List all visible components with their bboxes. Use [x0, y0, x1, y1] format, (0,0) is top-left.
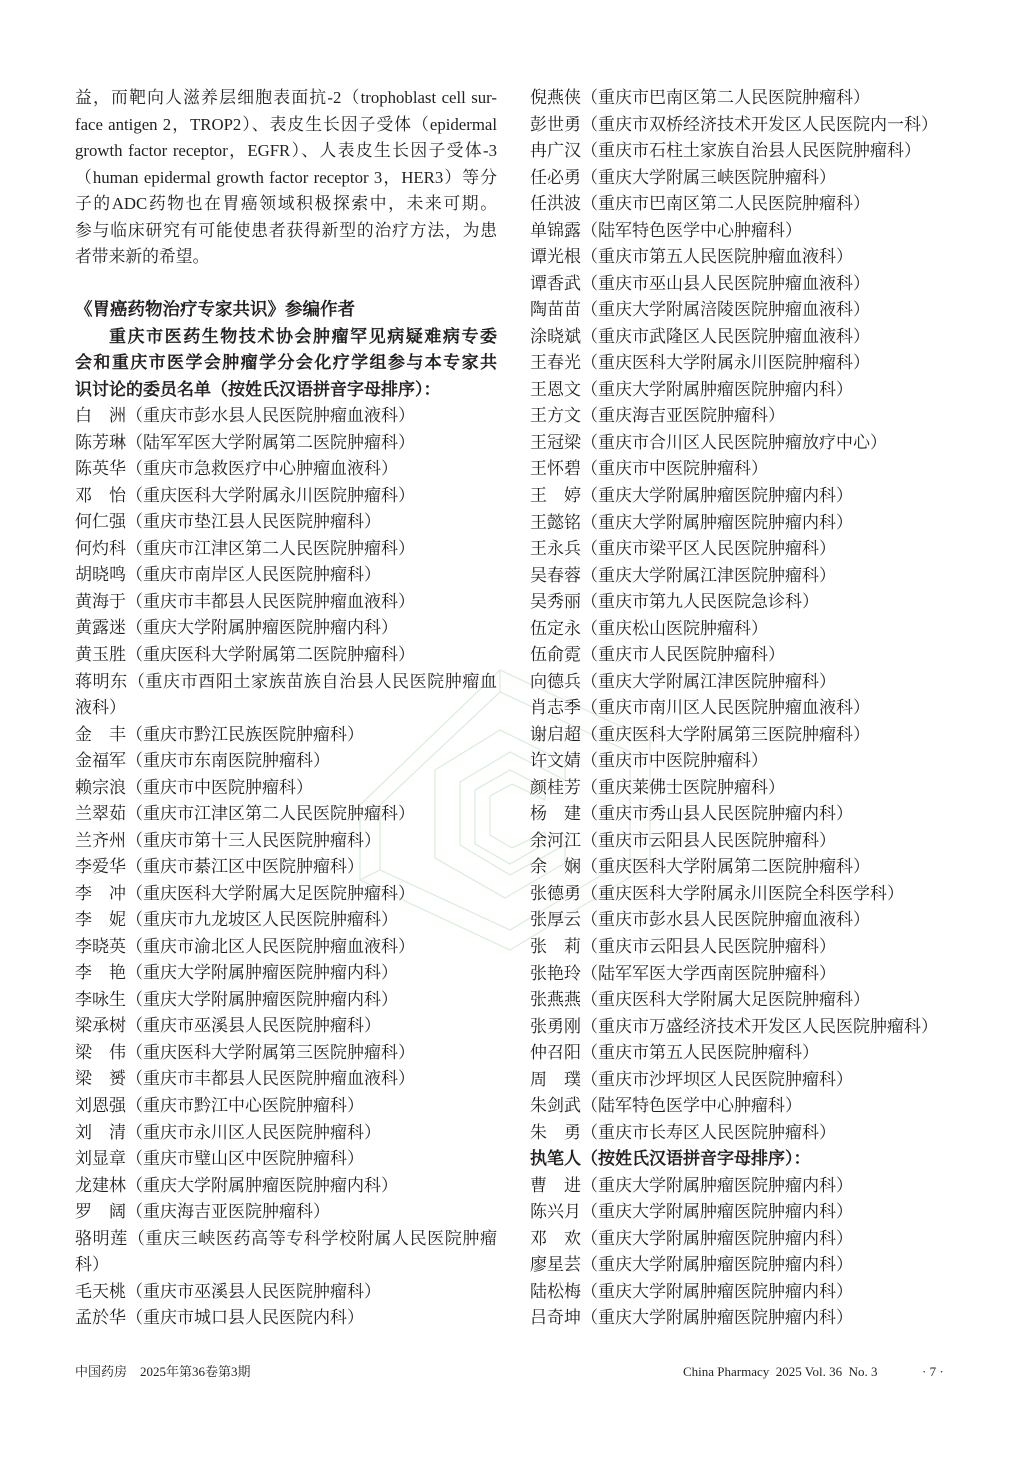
- person-name: 何灼科: [75, 538, 126, 558]
- intro-paragraph: [75, 85, 497, 271]
- person-affiliation: （重庆市急救医疗中心肿瘤血液科）: [126, 459, 398, 479]
- committee-member: [75, 801, 497, 828]
- person-affiliation: （重庆医科大学附属第二医院肿瘤科）: [126, 644, 415, 664]
- person-name: 陶苗苗: [530, 300, 581, 320]
- person-name: 朱剑武: [530, 1096, 581, 1116]
- person-affiliation: （重庆市黔江中心医院肿瘤科）: [126, 1096, 364, 1115]
- committee-member: [75, 483, 497, 510]
- person-affiliation: （重庆市彭水县人民医院肿瘤血液科）: [581, 910, 870, 930]
- person-affiliation: （重庆大学附属江津医院肿瘤科）: [581, 565, 836, 585]
- person-name: 张燕燕: [530, 990, 581, 1010]
- person-affiliation: （重庆大学附属三峡医院肿瘤科）: [581, 167, 836, 187]
- person-affiliation: （重庆市黔江民族医院肿瘤科）: [126, 724, 364, 744]
- paragraph-line: face antigen 2，TROP2）、表皮生长因子受体（epidermal: [75, 114, 497, 134]
- person-name: 朱 勇: [530, 1122, 581, 1142]
- person-name: 王怀碧: [530, 459, 581, 479]
- paragraph-line: 益，而靶向人滋养层细胞表面抗-2（trophoblast cell sur-: [75, 88, 497, 107]
- committee-member: [530, 1093, 952, 1120]
- committee-member: [75, 1305, 497, 1332]
- person-affiliation: （重庆市云阳县人民医院肿瘤科）: [581, 937, 836, 956]
- paragraph-line: growth factor receptor，EGFR）、人表皮生长因子受体-3: [75, 141, 497, 161]
- committee-intro-line: 重庆市医药生物技术协会肿瘤罕见病疑难病专委: [109, 326, 497, 347]
- person-affiliation: （重庆医科大学附属第三医院肿瘤科）: [126, 1042, 415, 1062]
- person-name: 龙建林: [75, 1175, 126, 1195]
- person-name: 王恩文: [530, 379, 581, 399]
- paragraph-spacer: [75, 271, 497, 298]
- person-affiliation: （陆军特色医学中心肿瘤科）: [581, 1096, 802, 1116]
- person-affiliation: （重庆市渝北区人民医院肿瘤血液科）: [126, 936, 415, 956]
- person-name: 余 娴: [530, 857, 581, 877]
- person-affiliation: （重庆市中医院肿瘤科）: [581, 459, 768, 479]
- committee-member: [75, 1040, 497, 1067]
- committee-member: [75, 722, 497, 749]
- committee-member: [75, 828, 497, 855]
- committee-member: [530, 722, 952, 749]
- committee-member: [75, 456, 497, 483]
- person-affiliation: （重庆市丰都县人民医院肿瘤血液科）: [126, 591, 415, 611]
- person-affiliation: （重庆市武隆区人民医院肿瘤血液科）: [581, 326, 870, 346]
- committee-member-list-right: [530, 85, 952, 1146]
- person-affiliation: （重庆市南岸区人民医院肿瘤科）: [126, 565, 381, 585]
- committee-member: [530, 934, 952, 961]
- person-name: 黄露迷: [75, 618, 126, 638]
- person-name: 刘显章: [75, 1149, 126, 1169]
- person-name: 倪燕侠: [530, 88, 581, 107]
- person-affiliation: （重庆大学附属肿瘤医院肿瘤内科）: [581, 1281, 853, 1301]
- person-name: 李晓英: [75, 936, 126, 956]
- committee-member: [530, 403, 952, 430]
- committee-member: [530, 271, 952, 298]
- committee-member: [530, 138, 952, 165]
- committee-member: [530, 350, 952, 377]
- person-name: 罗 阔: [75, 1202, 126, 1222]
- committee-member: [75, 1226, 497, 1279]
- committee-intro-line: 会和重庆市医学会肿瘤学分会化疗学组参与本专家共: [75, 353, 497, 374]
- writer-entry: [530, 1199, 952, 1226]
- person-name: 何仁强: [75, 512, 126, 532]
- person-name: 李 艳: [75, 963, 126, 983]
- person-affiliation: （重庆市梁平区人民医院肿瘤科）: [581, 539, 836, 559]
- person-affiliation: （重庆市石柱土家族自治县人民医院肿瘤科）: [581, 141, 921, 161]
- person-name: 王懿铭: [530, 512, 581, 532]
- committee-member: [530, 987, 952, 1014]
- paragraph-line: 子的ADC药物也在胃癌领域积极探索中，未来可期。: [75, 194, 497, 214]
- person-affiliation: （重庆市丰都县人民医院肿瘤血液科）: [126, 1069, 415, 1089]
- person-affiliation: （重庆市巫溪县人民医院肿瘤科）: [126, 1281, 381, 1301]
- person-name: 王永兵: [530, 539, 581, 559]
- person-name: 肖志季: [530, 698, 581, 718]
- person-name: 曹 进: [530, 1175, 581, 1195]
- person-affiliation: （重庆医科大学附属大足医院肿瘤科）: [126, 883, 415, 903]
- committee-member: [530, 961, 952, 988]
- person-name: 邓 怡: [75, 485, 126, 505]
- writers-heading: 执笔人（按姓氏汉语拼音字母排序）：: [530, 1149, 811, 1170]
- person-name: 单锦露: [530, 220, 581, 240]
- person-name: 杨 建: [530, 804, 581, 824]
- person-name: 陈英华: [75, 459, 126, 479]
- person-name: 白 洲: [75, 406, 126, 426]
- committee-member: [75, 1199, 497, 1226]
- committee-member: [530, 112, 952, 139]
- footer-journal-en: China Pharmacy 2025 Vol. 36 No. 3: [683, 1364, 878, 1379]
- committee-member: [530, 775, 952, 802]
- committee-member: [75, 775, 497, 802]
- committee-member: [530, 510, 952, 537]
- person-name: 李爱华: [75, 857, 126, 877]
- person-affiliation: （重庆市沙坪坝区人民医院肿瘤科）: [581, 1069, 853, 1089]
- person-name: 梁承树: [75, 1016, 126, 1036]
- person-affiliation: （重庆市双桥经济技术开发区人民医院内一科）: [581, 114, 938, 134]
- person-name: 金 丰: [75, 724, 126, 744]
- person-affiliation: （重庆市长寿区人民医院肿瘤科）: [581, 1122, 836, 1142]
- person-affiliation: （重庆市綦江区中医院肿瘤科）: [126, 857, 364, 877]
- person-affiliation: （重庆市垫江县人民医院肿瘤科）: [126, 512, 381, 532]
- person-name: 李 妮: [75, 910, 126, 930]
- person-name: 李 冲: [75, 883, 126, 903]
- person-name: 李咏生: [75, 989, 126, 1009]
- person-affiliation: （重庆大学附属肿瘤医院肿瘤内科）: [581, 1308, 853, 1328]
- committee-member: [530, 854, 952, 881]
- person-affiliation: （重庆大学附属肿瘤医院肿瘤内科）: [581, 379, 853, 399]
- person-affiliation: （陆军军医大学附属第二医院肿瘤科）: [126, 432, 415, 452]
- committee-member-list-left: [75, 403, 497, 1332]
- left-column: [75, 85, 497, 1332]
- person-name: 黄海于: [75, 591, 126, 611]
- person-affiliation: （重庆市巴南区第二人民医院肿瘤科）: [581, 194, 870, 214]
- person-affiliation: （重庆市江津区第二人民医院肿瘤科）: [126, 804, 415, 824]
- person-affiliation: （重庆大学附属肿瘤医院肿瘤内科）: [581, 485, 853, 505]
- person-name: 余河江: [530, 830, 581, 850]
- person-name: 张厚云: [530, 910, 581, 930]
- committee-member: [75, 934, 497, 961]
- person-affiliation: （重庆市酉阳土家族苗族自治县人民医院肿瘤血液科）: [75, 671, 498, 718]
- person-name: 金福军: [75, 751, 126, 771]
- person-affiliation: （重庆大学附属肿瘤医院肿瘤内科）: [126, 989, 398, 1009]
- committee-member: [530, 828, 952, 855]
- committee-member: [530, 1014, 952, 1041]
- person-affiliation: （重庆大学附属肿瘤医院肿瘤内科）: [581, 1255, 853, 1275]
- committee-member: [75, 1173, 497, 1200]
- committee-member: [530, 748, 952, 775]
- committee-member: [530, 324, 952, 351]
- writer-entry: [530, 1279, 952, 1306]
- person-affiliation: （重庆市第五人民医院肿瘤科）: [581, 1043, 819, 1063]
- person-affiliation: （重庆市巫溪县人民医院肿瘤科）: [126, 1016, 381, 1036]
- person-affiliation: （重庆市第五人民医院肿瘤血液科）: [581, 247, 853, 267]
- person-affiliation: （重庆大学附属肿瘤医院肿瘤内科）: [581, 1228, 853, 1248]
- committee-member: [530, 881, 952, 908]
- committee-member: [75, 562, 497, 589]
- person-affiliation: （重庆医科大学附属永川医院全科医学科）: [581, 883, 904, 903]
- person-name: 张艳玲: [530, 963, 581, 983]
- committee-member: [530, 165, 952, 192]
- paragraph-line: 者带来新的希望。: [75, 247, 210, 267]
- person-name: 吕奇坤: [530, 1308, 581, 1328]
- committee-member: [530, 563, 952, 590]
- committee-member: [75, 881, 497, 908]
- person-name: 王春光: [530, 353, 581, 373]
- person-name: 许文婧: [530, 751, 581, 771]
- committee-member: [75, 615, 497, 642]
- writers-heading-block: [530, 1146, 952, 1173]
- person-name: 伍俞霓: [530, 645, 581, 665]
- committee-member: [530, 669, 952, 696]
- committee-member: [530, 377, 952, 404]
- person-name: 吴春蓉: [530, 565, 581, 585]
- contributors-heading: 《胃癌药物治疗专家共识》参编作者: [75, 300, 355, 321]
- person-name: 陆松梅: [530, 1281, 581, 1301]
- committee-member: [75, 509, 497, 536]
- person-affiliation: （重庆市秀山县人民医院肿瘤内科）: [581, 804, 853, 824]
- person-affiliation: （重庆医科大学附属大足医院肿瘤科）: [581, 990, 870, 1010]
- person-name: 张勇刚: [530, 1016, 581, 1036]
- committee-member: [75, 1279, 497, 1306]
- person-affiliation: （重庆市永川区人民医院肿瘤科）: [126, 1122, 381, 1142]
- person-name: 赖宗浪: [75, 777, 126, 797]
- person-name: 骆明莲: [75, 1228, 128, 1248]
- person-name: 梁 伟: [75, 1042, 126, 1062]
- person-name: 王 婷: [530, 485, 581, 505]
- person-name: 黄玉胜: [75, 644, 126, 664]
- person-affiliation: （重庆大学附属肿瘤医院肿瘤内科）: [581, 1175, 853, 1195]
- person-affiliation: （重庆大学附属肿瘤医院肿瘤内科）: [581, 512, 853, 532]
- committee-member: [75, 1013, 497, 1040]
- person-affiliation: （重庆市东南医院肿瘤科）: [126, 751, 330, 771]
- page-number: · 7 ·: [922, 1364, 944, 1379]
- committee-member: [75, 589, 497, 616]
- committee-member: [75, 536, 497, 563]
- person-name: 邓 欢: [530, 1228, 581, 1248]
- person-name: 刘恩强: [75, 1096, 126, 1115]
- person-affiliation: （重庆大学附属肿瘤医院肿瘤内科）: [126, 963, 398, 983]
- person-affiliation: （重庆市巫山县人民医院肿瘤血液科）: [581, 273, 870, 293]
- person-affiliation: （重庆三峡医药高等专科学校附属人民医院肿瘤科）: [75, 1228, 498, 1275]
- person-name: 王方文: [530, 406, 581, 426]
- person-affiliation: （重庆医科大学附属永川医院肿瘤科）: [581, 353, 870, 373]
- writers-list: [530, 1173, 952, 1332]
- person-affiliation: （重庆大学附属涪陵医院肿瘤血液科）: [581, 300, 870, 320]
- person-name: 兰翠茹: [75, 804, 126, 824]
- committee-member: [530, 244, 952, 271]
- writer-entry: [530, 1305, 952, 1332]
- person-affiliation: （重庆市九龙坡区人民医院肿瘤科）: [126, 910, 398, 930]
- committee-member: [530, 907, 952, 934]
- committee-member: [530, 1067, 952, 1094]
- committee-member: [530, 589, 952, 616]
- person-name: 冉广汉: [530, 141, 581, 161]
- paragraph-line: 参与临床研究有可能使患者获得新型的治疗方法，为患: [75, 220, 497, 240]
- person-affiliation: （重庆大学附属江津医院肿瘤科）: [581, 671, 836, 691]
- person-affiliation: （重庆市第十三人民医院肿瘤科）: [126, 830, 381, 850]
- paragraph-line: （human epidermal growth factor receptor 3，HER3）等分: [75, 167, 497, 187]
- committee-member: [75, 430, 497, 457]
- person-name: 兰齐州: [75, 830, 126, 850]
- committee-member: [75, 854, 497, 881]
- committee-member: [75, 669, 497, 722]
- committee-member: [530, 1040, 952, 1067]
- person-affiliation: （重庆市中医院肿瘤科）: [581, 751, 768, 771]
- person-name: 谢启超: [530, 724, 581, 744]
- committee-member: [530, 297, 952, 324]
- person-name: 仲召阳: [530, 1043, 581, 1063]
- footer-journal-cn: 中国药房 2025年第36卷第3期: [75, 1364, 251, 1379]
- writer-entry: [530, 1226, 952, 1253]
- committee-member: [530, 191, 952, 218]
- person-affiliation: （重庆市江津区第二人民医院肿瘤科）: [126, 538, 415, 558]
- committee-member: [75, 1066, 497, 1093]
- right-column: [530, 85, 952, 1332]
- person-name: 谭光根: [530, 247, 581, 267]
- writer-entry: [530, 1252, 952, 1279]
- person-name: 任洪波: [530, 194, 581, 214]
- person-affiliation: （重庆松山医院肿瘤科）: [581, 618, 768, 638]
- person-name: 张德勇: [530, 883, 581, 903]
- committee-member: [75, 1120, 497, 1147]
- person-affiliation: （重庆市城口县人民医院内科）: [126, 1308, 364, 1328]
- person-affiliation: （重庆大学附属肿瘤医院肿瘤内科）: [126, 618, 398, 638]
- committee-member: [530, 536, 952, 563]
- committee-member: [530, 430, 952, 457]
- person-name: 蒋明东: [75, 671, 128, 691]
- person-affiliation: （重庆市巴南区第二人民医院肿瘤科）: [581, 88, 870, 107]
- person-affiliation: （重庆市中医院肿瘤科）: [126, 777, 313, 797]
- person-affiliation: （重庆市云阳县人民医院肿瘤科）: [581, 830, 836, 850]
- person-affiliation: （重庆大学附属肿瘤医院肿瘤内科）: [126, 1175, 398, 1195]
- person-affiliation: （重庆市合川区人民医院肿瘤放疗中心）: [581, 432, 887, 452]
- person-name: 廖星芸: [530, 1255, 581, 1275]
- person-name: 伍定永: [530, 618, 581, 638]
- committee-member: [530, 642, 952, 669]
- person-name: 孟於华: [75, 1308, 126, 1328]
- person-affiliation: （重庆市璧山区中医院肿瘤科）: [126, 1149, 364, 1169]
- committee-member: [75, 960, 497, 987]
- committee-member: [530, 456, 952, 483]
- person-name: 陈芳琳: [75, 432, 126, 452]
- person-name: 张 莉: [530, 937, 581, 956]
- committee-member: [530, 695, 952, 722]
- committee-member: [75, 1093, 497, 1120]
- person-name: 刘 清: [75, 1122, 126, 1142]
- person-affiliation: （陆军军医大学西南医院肿瘤科）: [581, 963, 836, 983]
- person-name: 向德兵: [530, 671, 581, 691]
- person-name: 谭香武: [530, 273, 581, 293]
- person-affiliation: （重庆海吉亚医院肿瘤科）: [581, 406, 785, 426]
- person-name: 颜桂芳: [530, 777, 581, 797]
- person-affiliation: （重庆市人民医院肿瘤科）: [581, 645, 785, 665]
- person-name: 毛天桃: [75, 1281, 126, 1301]
- committee-member: [530, 801, 952, 828]
- committee-member: [75, 403, 497, 430]
- person-name: 涂晓斌: [530, 326, 581, 346]
- committee-member: [75, 642, 497, 669]
- person-affiliation: （重庆医科大学附属永川医院肿瘤科）: [126, 485, 415, 505]
- person-affiliation: （重庆大学附属肿瘤医院肿瘤内科）: [581, 1202, 853, 1222]
- person-name: 周 璞: [530, 1069, 581, 1089]
- committee-member: [75, 987, 497, 1014]
- person-affiliation: （重庆医科大学附属第三医院肿瘤科）: [581, 724, 870, 744]
- person-affiliation: （重庆市万盛经济技术开发区人民医院肿瘤科）: [581, 1016, 938, 1036]
- committee-member: [75, 1146, 497, 1173]
- committee-member: [530, 1120, 952, 1147]
- committee-member: [530, 218, 952, 245]
- committee-intro-line: 识讨论的委员名单（按姓氏汉语拼音字母排序）：: [75, 379, 441, 400]
- person-affiliation: （重庆莱佛士医院肿瘤科）: [581, 777, 785, 797]
- person-affiliation: （重庆市南川区人民医院肿瘤血液科）: [581, 698, 870, 718]
- committee-member: [530, 85, 952, 112]
- person-name: 王冠梁: [530, 432, 581, 452]
- person-affiliation: （重庆医科大学附属第二医院肿瘤科）: [581, 857, 870, 877]
- committee-member: [530, 616, 952, 643]
- person-affiliation: （重庆海吉亚医院肿瘤科）: [126, 1202, 330, 1222]
- committee-member: [75, 907, 497, 934]
- person-name: 吴秀丽: [530, 592, 581, 612]
- committee-member: [75, 748, 497, 775]
- committee-member: [530, 483, 952, 510]
- person-name: 陈兴月: [530, 1202, 581, 1222]
- person-affiliation: （重庆市第九人民医院急诊科）: [581, 592, 819, 612]
- writer-entry: [530, 1173, 952, 1200]
- person-name: 任必勇: [530, 167, 581, 187]
- committee-intro: [75, 324, 497, 404]
- person-affiliation: （陆军特色医学中心肿瘤科）: [581, 220, 802, 240]
- person-affiliation: （重庆市彭水县人民医院肿瘤血液科）: [126, 406, 415, 426]
- person-name: 胡晓鸣: [75, 565, 126, 585]
- person-name: 彭世勇: [530, 114, 581, 134]
- person-name: 梁 赟: [75, 1069, 126, 1089]
